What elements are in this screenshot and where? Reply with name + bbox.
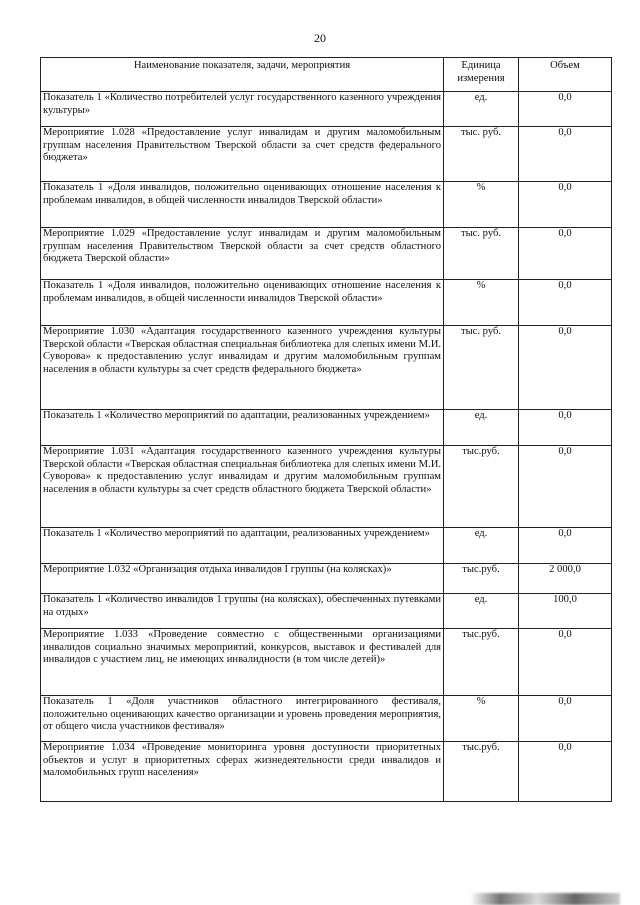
table-row: [41, 280, 612, 326]
row-name: Показатель 1 «Количество мероприятий по адаптации, реализованных учреждением»: [41, 528, 444, 564]
row-unit: %: [444, 696, 519, 742]
row-name: Показатель 1 «Доля инвалидов, положительно оценивающих отношение населения к проблемам инвалидов, в общей численности инвалидов Тверской области»: [41, 182, 444, 228]
header-volume: Объем: [519, 58, 612, 92]
indicators-table: [40, 57, 612, 802]
row-volume: 0,0: [519, 528, 612, 564]
row-volume: 0,0: [519, 228, 612, 280]
row-volume: 0,0: [519, 326, 612, 410]
row-name: Показатель 1 «Доля инвалидов, положительно оценивающих отношение населения к проблемам инвалидов, в общей численности инвалидов Тверской области»: [41, 280, 444, 326]
row-name: Мероприятие 1.033 «Проведение совместно с общественными организациями инвалидов социально значимых мероприятий, конкурсов, выставок и фестивалей для инвалидов с участием лиц, не имеющих инвалидности (в том числе детей)»: [41, 629, 444, 696]
row-volume: 0,0: [519, 280, 612, 326]
row-unit: %: [444, 280, 519, 326]
row-unit: тыс. руб.: [444, 228, 519, 280]
row-volume: 0,0: [519, 410, 612, 446]
row-unit: ед.: [444, 528, 519, 564]
row-name: Мероприятие 1.029 «Предоставление услуг инвалидам и другим маломобильным группам населения Правительством Тверской области за счет средств областного бюджета Тверской области»: [41, 228, 444, 280]
header-name: Наименование показателя, задачи, мероприятия: [41, 58, 444, 92]
row-volume: 0,0: [519, 92, 612, 127]
table-row: [41, 410, 612, 446]
row-unit: тыс.руб.: [444, 446, 519, 528]
table-row: [41, 742, 612, 802]
table-row: [41, 326, 612, 410]
row-volume: 0,0: [519, 742, 612, 802]
row-unit: тыс. руб.: [444, 127, 519, 182]
row-volume: 0,0: [519, 182, 612, 228]
row-volume: 2 000,0: [519, 564, 612, 594]
table-row: [41, 228, 612, 280]
table-row: [41, 528, 612, 564]
row-name: Мероприятие 1.032 «Организация отдыха инвалидов I группы (на колясках)»: [41, 564, 444, 594]
row-unit: тыс.руб.: [444, 629, 519, 696]
row-unit: %: [444, 182, 519, 228]
row-unit: тыс. руб.: [444, 326, 519, 410]
header-unit: Единица измерения: [444, 58, 519, 92]
row-volume: 0,0: [519, 127, 612, 182]
table-row: [41, 127, 612, 182]
table-row: [41, 629, 612, 696]
row-name: Мероприятие 1.030 «Адаптация государственного казенного учреждения культуры Тверской области «Тверская областная специальная библиотека для слепых имени М.И. Суворова» к предоставлению услуг инвалидам и другим маломобильным группам населения в области культуры за счет средств федерального бюджета»: [41, 326, 444, 410]
table-row: [41, 446, 612, 528]
table-row: [41, 92, 612, 127]
row-unit: тыс.руб.: [444, 742, 519, 802]
scan-artifact: [470, 893, 620, 905]
row-name: Мероприятие 1.028 «Предоставление услуг инвалидам и другим маломобильным группам населения Правительством Тверской области за счет средств федерального бюджета»: [41, 127, 444, 182]
row-volume: 100,0: [519, 594, 612, 629]
row-unit: тыс.руб.: [444, 564, 519, 594]
row-name: Показатель 1 «Доля участников областного интегрированного фестиваля, положительно оценивающих качество организации и уровень проведения мероприятия, от общего числа участников фестиваля»: [41, 696, 444, 742]
row-unit: ед.: [444, 92, 519, 127]
row-name: Показатель 1 «Количество мероприятий по адаптации, реализованных учреждением»: [41, 410, 444, 446]
row-volume: 0,0: [519, 696, 612, 742]
row-volume: 0,0: [519, 629, 612, 696]
row-unit: ед.: [444, 410, 519, 446]
row-name: Мероприятие 1.031 «Адаптация государственного казенного учреждения культуры Тверской области «Тверская областная специальная библиотека для слепых имени М.И. Суворова» к предоставлению услуг инвалидам и другим маломобильным группам населения в области культуры за счет средств областного бюджета Тверской области»: [41, 446, 444, 528]
row-name: Показатель 1 «Количество инвалидов 1 группы (на колясках), обеспеченных путевками на отдых»: [41, 594, 444, 629]
table-row: [41, 564, 612, 594]
table-row: [41, 696, 612, 742]
row-name: Показатель 1 «Количество потребителей услуг государственного казенного учреждения культуры»: [41, 92, 444, 127]
table-row: [41, 182, 612, 228]
row-name: Мероприятие 1.034 «Проведение мониторинга уровня доступности приоритетных объектов и услуг в приоритетных сферах жизнедеятельности среди инвалидов и маломобильных групп населения»: [41, 742, 444, 802]
row-unit: ед.: [444, 594, 519, 629]
row-volume: 0,0: [519, 446, 612, 528]
page-number: 20: [314, 31, 326, 45]
table-row: [41, 594, 612, 629]
table-header-row: [41, 58, 612, 92]
